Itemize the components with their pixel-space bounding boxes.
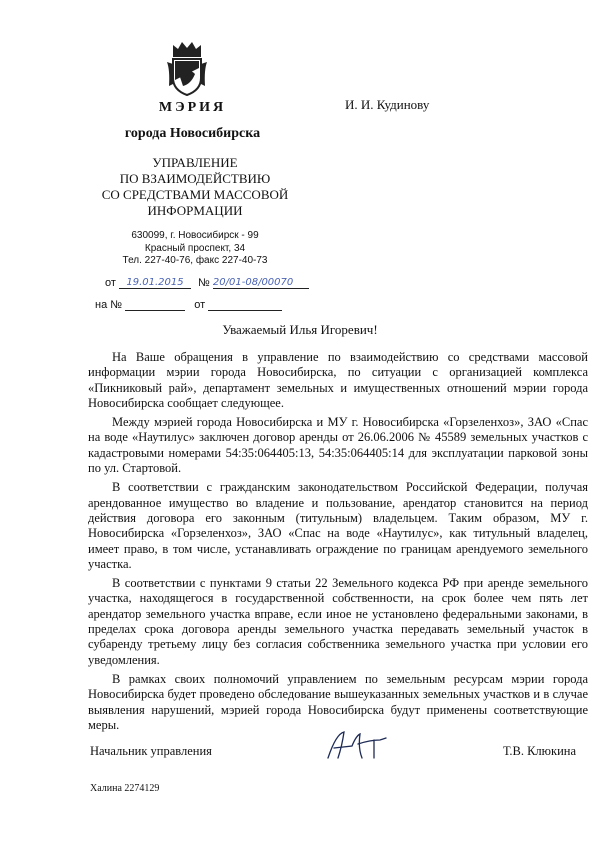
address-block: [110, 230, 280, 268]
department-line: УПРАВЛЕНИЕ: [152, 155, 238, 170]
outgoing-date: 19.01.2015: [126, 277, 184, 288]
department-line: ИНФОРМАЦИИ: [147, 203, 243, 218]
department-name: [95, 155, 295, 219]
department-line: ПО ВЗАИМОДЕЙСТВИЮ: [119, 171, 271, 186]
incoming-date-field: [208, 298, 282, 311]
outgoing-number-field: [213, 276, 309, 289]
city-coat-of-arms-icon: [165, 40, 209, 98]
body-paragraph: В соответствии с пунктами 9 статьи 22 Земельного кодекса РФ при аренде земельного участка, находящегося в государственной собственности, на срок более чем пять лет арендатор земельного участка вправе, если иное не установлено федеральными законами, в пределах срока договора аренды земельного участка передавать земельный участок в субаренду третьему лицу без согласия собственника земельного участка при условии его уведомления.: [88, 576, 588, 667]
number-label: №: [198, 277, 210, 289]
body-paragraph: В соответствии с гражданским законодательством Российской Федерации, получая арендованное имущество во владение и пользование, арендатор становится на период действия договора его законным (титульным) владельцем. Таким образом, МУ г. Новосибирска «Горзеленхоз», ЗАО «Спас на воде «Наутилус», как титульный владелец, имеет право, в том числе, устанавливать ограждение по границам арендуемого земельного участка.: [88, 480, 588, 571]
body-paragraph: Между мэрией города Новосибирска и МУ г. Новосибирска «Горзеленхоз», ЗАО «Спас на воде «Наутилус» заключен договор аренды от 26.06.2006 № 45589 земельных участков с кадастровыми номерами 54:35:064405:13, 54:35:064405:14 для эксплуатации парковой зоны по ул. Стартовой.: [88, 415, 588, 476]
signatory-title: Начальник управления: [90, 744, 212, 758]
body-paragraph: На Ваше обращения в управление по взаимодействию со средствами массовой информации мэрии города Новосибирска, по ситуации с организацией комплекса «Пикниковый рай», департамент земельных и имущественных отношений мэрии города Новосибирска сообщает следующее.: [88, 350, 588, 410]
outgoing-number: 20/01-08/00070: [212, 277, 294, 288]
incoming-reference: [95, 298, 282, 311]
executor-note: Халина 2274129: [90, 783, 160, 794]
address-line: Тел. 227-40-76, факс 227-40-73: [122, 255, 268, 266]
address-line: 630099, г. Новосибирск - 99: [131, 230, 259, 241]
incoming-number-field: [125, 298, 185, 311]
department-line: СО СРЕДСТВАМИ МАССОВОЙ: [101, 187, 289, 202]
letter-body: [88, 350, 588, 737]
org-name-mayor-office: МЭРИЯ: [158, 100, 227, 115]
date-label: от: [105, 277, 116, 289]
handwritten-signature: [322, 728, 394, 764]
outgoing-date-field: [119, 276, 191, 289]
greeting: Уважаемый Илья Игоревич!: [222, 322, 378, 337]
recipient: И. И. Кудинову: [345, 97, 430, 112]
org-name-city: города Новосибирска: [124, 126, 261, 141]
address-line: Красный проспект, 34: [144, 242, 246, 254]
signatory-name: Т.В. Клюкина: [503, 744, 577, 758]
outgoing-reference: [105, 276, 309, 289]
incoming-date-label: от: [194, 299, 206, 311]
incoming-number-label: на №: [95, 299, 123, 311]
body-paragraph: В рамках своих полномочий управлением по земельным ресурсам мэрии города Новосибирска будет проведено обследование вышеуказанных земельных участков и в случае выявления нарушений, мэрией города Новосибирска будут применены соответствующие меры.: [88, 671, 588, 732]
